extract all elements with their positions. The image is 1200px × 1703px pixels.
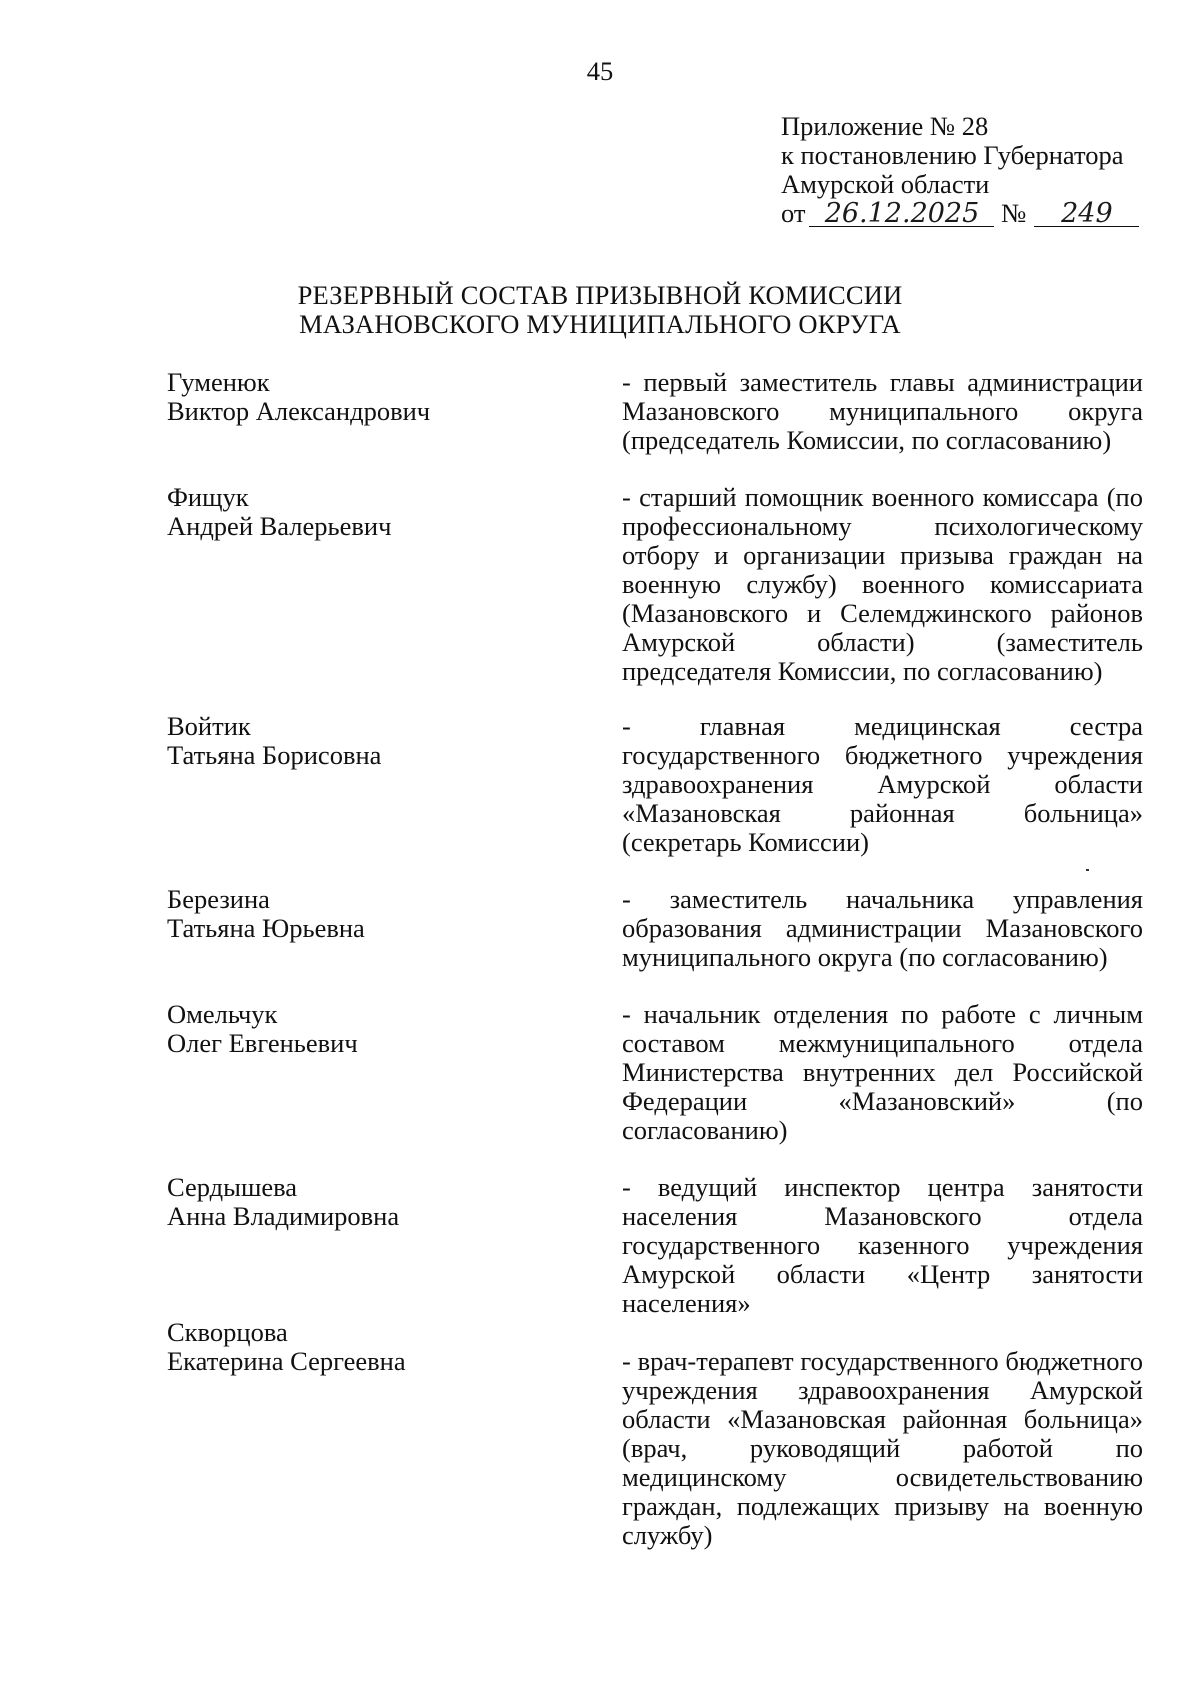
member-role: - врач-терапевт государственного бюджетного учреждения здравоохранения Амурской области «Мазановская районная больница» (врач, руководящий работой по медицинскому освидетельствованию граждан, подлежащих призыву на военную службу) [622, 1346, 1143, 1550]
member-given-names: Виктор Александрович [167, 396, 431, 426]
member-role: - начальник отделения по работе с личным составом межмуниципального отдела Министерства внутренних дел Российской Федерации «Мазановский» (по согласованию) [622, 999, 1143, 1145]
appendix-decree-line: к постановлению Губернатора [781, 140, 1124, 170]
member-role: - главная медицинская сестра государственного бюджетного учреждения здравоохранения Амурской области «Мазановская районная больница» (секретарь Комиссии) [622, 711, 1143, 857]
handwritten-number: 249 [1034, 199, 1139, 228]
member-given-names: Татьяна Борисовна [167, 740, 382, 770]
member-name [167, 1318, 597, 1376]
member-name [167, 1000, 597, 1058]
scan-speck [1086, 869, 1089, 871]
member-name [167, 1173, 597, 1231]
appendix-date-line [781, 199, 1139, 228]
member-surname: Сердышева [167, 1172, 298, 1202]
member-name [167, 885, 597, 943]
member-role: - ведущий инспектор центра занятости населения Мазановского отдела государственного казенного учреждения Амурской области «Центр занятости населения» [622, 1172, 1143, 1318]
title-line-2: МАЗАНОВСКОГО МУНИЦИПАЛЬНОГО ОКРУГА [299, 309, 901, 339]
document-title [0, 281, 1200, 339]
member-role: - первый заместитель главы администрации Мазановского муниципального округа (председатель Комиссии, по согласованию) [622, 367, 1143, 455]
member-given-names: Татьяна Юрьевна [167, 913, 365, 943]
member-name [167, 712, 597, 770]
member-given-names: Андрей Валерьевич [167, 511, 392, 541]
member-surname: Фищук [167, 482, 249, 512]
appendix-block [781, 112, 1139, 228]
member-surname: Омельчук [167, 999, 278, 1029]
member-surname: Скворцова [167, 1317, 288, 1347]
date-prefix: от [781, 198, 806, 228]
appendix-title: Приложение № 28 [781, 111, 989, 141]
handwritten-date: 26.12.2025 [809, 199, 994, 228]
member-name [167, 483, 597, 541]
member-given-names: Анна Владимировна [167, 1201, 400, 1231]
member-surname: Войтик [167, 711, 251, 741]
member-surname: Гуменюк [167, 367, 270, 397]
member-given-names: Олег Евгеньевич [167, 1028, 358, 1058]
member-given-names: Екатерина Сергеевна [167, 1346, 406, 1376]
title-line-1: РЕЗЕРВНЫЙ СОСТАВ ПРИЗЫВНОЙ КОМИССИИ [297, 280, 903, 310]
member-surname: Березина [167, 884, 270, 914]
member-name [167, 368, 597, 426]
page-number: 45 [586, 56, 614, 86]
member-role: - заместитель начальника управления образования администрации Мазановского муниципального округа (по согласованию) [622, 884, 1143, 972]
member-role: - старший помощник военного комиссара (по профессиональному психологическому отбору и организации призыва граждан на военную службу) военного комиссариата (Мазановского и Селемджинского районов Амурской области) (заместитель председателя Комиссии, по согласованию) [622, 482, 1143, 686]
appendix-region-line: Амурской области [781, 169, 990, 199]
number-prefix: № [1001, 198, 1027, 228]
